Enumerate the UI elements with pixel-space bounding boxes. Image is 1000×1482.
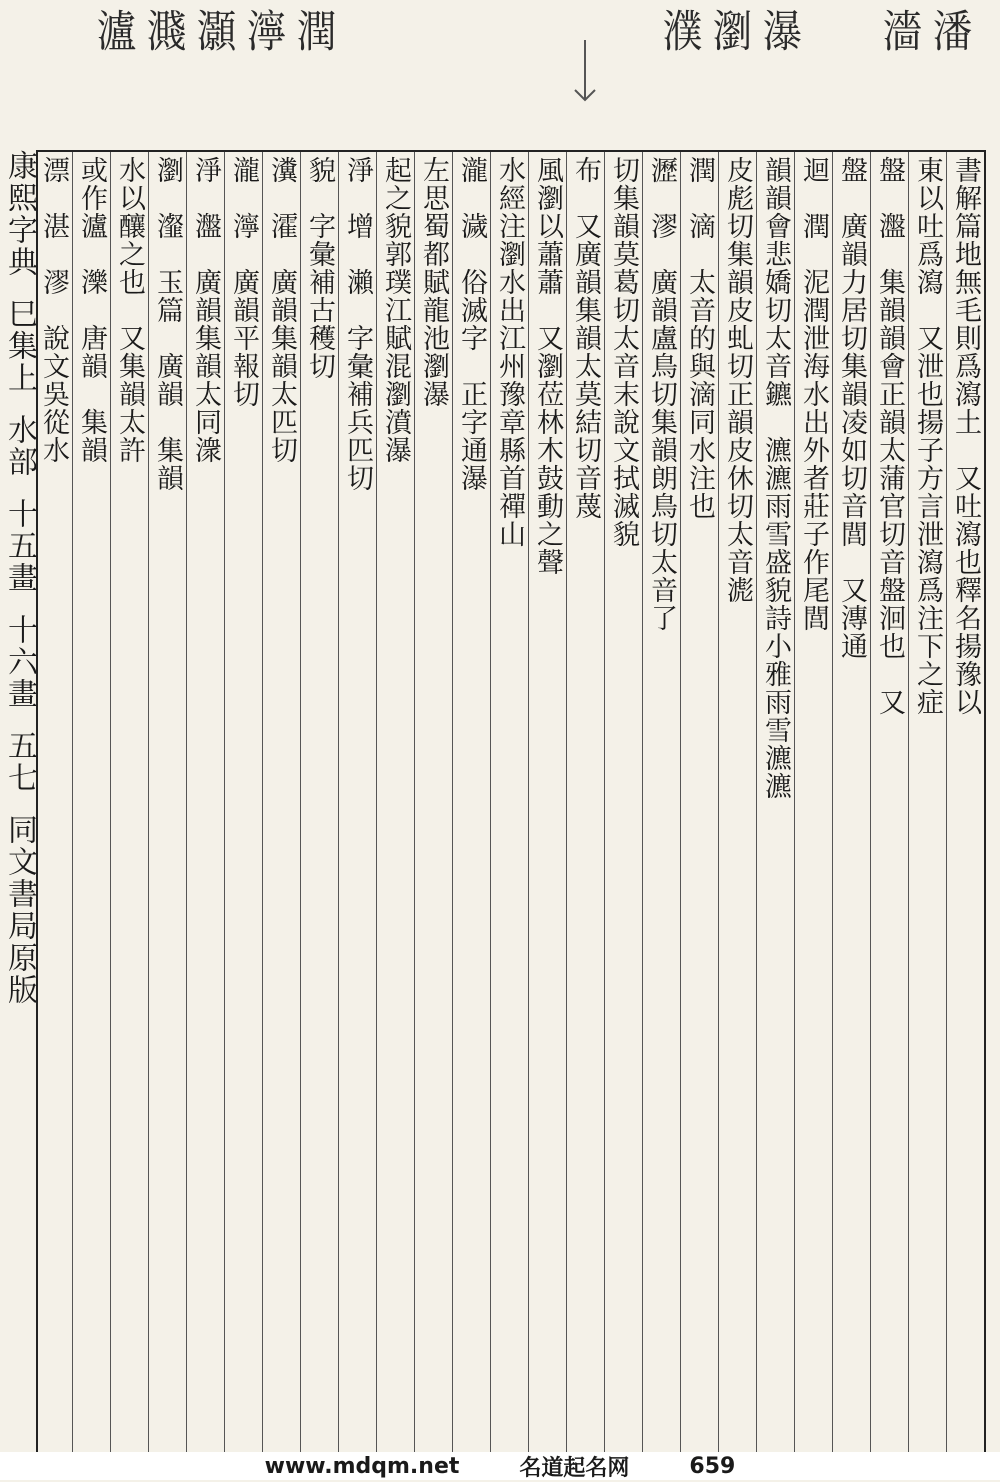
text-column: 迴 潤 泥潤泄海水出外者莊子作尾閭 — [794, 152, 832, 1453]
stroke-label-16: 十六畫 — [2, 614, 37, 710]
seal-script-strip — [0, 0, 1000, 150]
spacer — [2, 710, 36, 730]
page-number-chinese: 五七 — [2, 730, 37, 794]
footer-brand: 名道起名网 — [519, 1455, 630, 1481]
spacer — [2, 478, 36, 498]
text-column: 皮彪切集韻皮虬切正韻皮休切太音滮 — [718, 152, 756, 1453]
text-column: 淨 瀊 廣韻集韻太同潨 — [186, 152, 224, 1453]
text-column: 瀧 濊 俗滅字 正字通瀑 — [452, 152, 490, 1453]
seal-char: 潤 — [289, 8, 336, 52]
radical-label: 水部 — [2, 414, 37, 478]
text-column: 貌 字彙補古穫切 — [300, 152, 338, 1453]
text-column: 風瀏以蕭蕭 又瀏莅林木鼓動之聲 — [528, 152, 566, 1453]
text-column: 書解篇地無毛則爲瀉土 又吐瀉也釋名揚豫以 — [946, 152, 984, 1453]
footer-page-number: 659 — [689, 1453, 736, 1479]
text-column: 東以吐爲瀉 又泄也揚子方言泄瀉爲注下之症 — [908, 152, 946, 1453]
text-column: 瀵 瀖 廣韻集韻太匹切 — [262, 152, 300, 1453]
text-column: 瀧 濘 廣韻平報切 — [224, 152, 262, 1453]
seal-group-right — [876, 8, 970, 52]
text-column: 起之貌郭璞江賦混瀏濆瀑 — [376, 152, 414, 1453]
book-title: 康熙字典 — [2, 150, 37, 278]
divider-mark-icon — [570, 40, 600, 110]
spacer — [2, 794, 36, 814]
text-column: 韻韻會悲嬌切太音鑣 瀌瀌雨雪盛貌詩小雅雨雪瀌瀌 — [756, 152, 794, 1453]
text-column: 潤 滴 太音的與滴同水注也 — [680, 152, 718, 1453]
text-column: 瀝 漻 廣韻盧鳥切集韻朗鳥切太音了 — [642, 152, 680, 1453]
text-column: 水經注瀏水出江州豫章縣首禪山 — [490, 152, 528, 1453]
dictionary-text-block — [36, 150, 986, 1455]
text-column: 切集韻莫葛切太音末說文拭滅貌 — [604, 152, 642, 1453]
text-column: 水以釀之也 又集韻太許 — [110, 152, 148, 1453]
text-column: 瀏 瀣 玉篇 廣韻 集韻 — [148, 152, 186, 1453]
text-column: 布 又廣韻集韻太莫結切音蔑 — [566, 152, 604, 1453]
seal-char: 濘 — [239, 8, 286, 52]
seal-group-left — [90, 8, 334, 52]
footer — [0, 1452, 1000, 1480]
text-column: 或作瀘 濼 唐韻 集韻 — [72, 152, 110, 1453]
seal-group-mid — [656, 8, 800, 52]
spacer — [2, 594, 36, 614]
text-column: 盤 廣韻力居切集韻凌如切音閭 又漙通 — [832, 152, 870, 1453]
seal-char: 瀏 — [705, 8, 752, 52]
text-column: 左思蜀都賦龍池瀏瀑 — [414, 152, 452, 1453]
seal-char: 濺 — [139, 8, 186, 52]
seal-char: 瀑 — [755, 8, 802, 52]
seal-char: 瀘 — [89, 8, 136, 52]
section-label: 巳集上 — [2, 298, 37, 394]
footer-site[interactable]: www.mdqm.net — [264, 1453, 460, 1479]
spacer — [2, 278, 36, 298]
spacer — [2, 394, 36, 414]
seal-char: 濇 — [875, 8, 922, 52]
text-column: 漂 湛 漻 說文吳從水 — [36, 152, 72, 1453]
text-column: 盤 瀊 集韻韻會正韻太蒲官切音盤洄也 又 — [870, 152, 908, 1453]
seal-char: 灝 — [189, 8, 236, 52]
text-column: 淨 增 瀨 字彙補兵匹切 — [338, 152, 376, 1453]
running-header — [2, 150, 37, 1460]
seal-char: 潘 — [925, 8, 972, 52]
seal-char: 濮 — [655, 8, 702, 52]
publisher-label: 同文書局原版 — [2, 814, 37, 1006]
stroke-label-15: 十五畫 — [2, 498, 37, 594]
